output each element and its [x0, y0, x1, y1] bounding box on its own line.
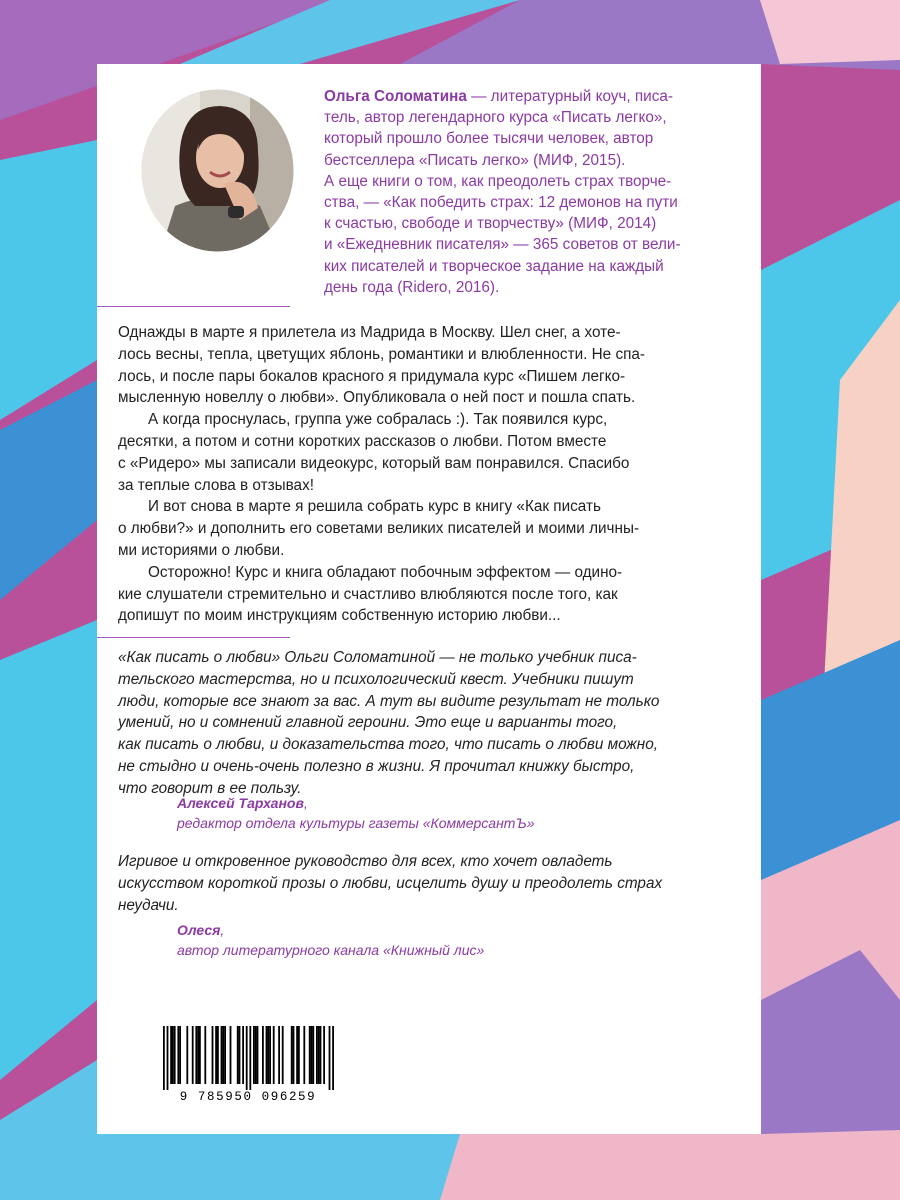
barcode-bar [320, 1026, 322, 1084]
bio-line: который прошло более тысячи человек, автор [324, 130, 654, 148]
barcode-bar [199, 1026, 201, 1084]
barcode-bar [242, 1026, 244, 1084]
barcode-bar [192, 1026, 194, 1084]
paper-stripe-left-cyan-2 [0, 620, 97, 1080]
barcode-bar [212, 1026, 214, 1084]
reviewer-name: Алексей Тарханов [177, 795, 304, 811]
barcode-bar [296, 1026, 298, 1084]
bio-line: к счастью, свободе и творчеству» (МИФ, 2014) [324, 215, 657, 233]
barcode-bar [222, 1026, 224, 1084]
barcode-bar [172, 1026, 174, 1084]
barcode-bar [311, 1026, 313, 1084]
barcode-bar [329, 1026, 331, 1090]
bio-line: — литературный коуч, писа- [466, 88, 673, 105]
section-divider [97, 637, 290, 638]
bio-line: ства, — «Как победить страх: 12 демонов на пути [324, 194, 678, 212]
barcode-bar [215, 1026, 217, 1084]
bio-line: ких писателей и творческое задание на каждый [324, 257, 664, 275]
review-attribution [177, 921, 737, 960]
barcode-bar [195, 1026, 197, 1084]
bio-line: бестселлера «Писать легко» (МИФ, 2015). [324, 151, 626, 169]
barcode-bar [267, 1026, 269, 1084]
barcode-bar [167, 1026, 169, 1090]
barcode-bar [293, 1026, 295, 1084]
story-line: Осторожно! Курс и книга обладают побочным эффектом — одино- [148, 563, 623, 581]
back-cover-text-panel [97, 64, 761, 1134]
quote-line: тельского мастерства, но и психологический квест. Учебники пишут [118, 670, 634, 688]
story-line: ми историями о любви. [118, 541, 285, 559]
barcode-bar [249, 1026, 251, 1090]
story-line: мысленную новеллу о любви». Опубликовала о ней пост и пошла спать. [118, 389, 636, 407]
story-paragraph [118, 322, 743, 409]
isbn-barcode [153, 1026, 343, 1102]
quote-line: что говорит в ее пользу. [118, 779, 302, 797]
barcode-bar [217, 1026, 219, 1084]
story-line: Однажды в марте я прилетела из Мадрида в Москву. Шел снег, а хоте- [118, 324, 621, 341]
reviewer-role: автор литературного канала «Книжный лис» [177, 941, 485, 958]
story-line: И вот снова в марте я решила собрать курс в книгу «Как писать [148, 498, 601, 516]
barcode-bar [323, 1026, 325, 1084]
quote-line: искусством короткой прозы о любви, исцелить душу и преодолеть страх [118, 874, 663, 892]
author-name: Ольга Соломатина [324, 88, 467, 105]
story-line: о любви?» и дополнить его советами великих писателей и моими личны- [118, 520, 640, 538]
paper-stripe-pink [760, 0, 900, 64]
barcode-bar [332, 1026, 334, 1090]
review-quote [118, 647, 748, 800]
story-line: лось весны, тепла, цветущих яблонь, романтики и влюбленности. Не спа- [118, 345, 645, 363]
review-attribution [177, 794, 737, 833]
barcode-bar [282, 1026, 284, 1084]
barcode-bar [255, 1026, 257, 1084]
barcode-bar [170, 1026, 172, 1084]
bio-line: тель, автор легендарного курса «Писать легко», [324, 109, 667, 127]
story-line: с «Ридеро» мы записали видеокурс, который вам понравился. Спасибо [118, 454, 630, 472]
barcode-bar [239, 1026, 241, 1084]
reviewer-role: редактор отдела культуры газеты «КоммерсантЪ» [177, 814, 535, 831]
bio-line: день года (Ridero, 2016). [324, 278, 500, 296]
reviewer-separator: , [303, 795, 308, 811]
author-bio [324, 86, 754, 298]
barcode-bar [318, 1026, 320, 1084]
barcode-bar [253, 1026, 255, 1084]
story-line: А когда проснулась, группа уже собралась :). Так появился курс, [148, 411, 608, 429]
barcode-bar [174, 1026, 176, 1084]
bio-line: и «Ежедневник писателя» — 365 советов от вели- [324, 236, 681, 254]
section-divider [97, 306, 290, 307]
quote-line: как писать о любви, и доказательства того, что писать о любви можно, [118, 736, 658, 754]
quote-line: неудачи. [118, 896, 179, 914]
barcode-bar [298, 1026, 300, 1084]
barcode-bar [186, 1026, 188, 1084]
story-line: десятки, а потом и сотни коротких рассказов о любви. Потом вместе [118, 432, 607, 450]
barcode-bar [197, 1026, 199, 1084]
barcode-bar [269, 1026, 271, 1084]
barcode-bar [246, 1026, 248, 1090]
barcode-bar [257, 1026, 259, 1084]
barcode-digits: 9 785950 096259 [179, 1090, 317, 1102]
quote-line: «Как писать о любви» Ольги Соломатиной — не только учебник писа- [118, 649, 637, 666]
barcode-bar [179, 1026, 181, 1084]
barcode-bar [262, 1026, 264, 1084]
barcode-bar [273, 1026, 275, 1084]
bio-line: А еще книги о том, как преодолеть страх творче- [324, 172, 672, 190]
story-paragraph [118, 409, 743, 496]
barcode-bar [316, 1026, 318, 1084]
barcode-bar [177, 1026, 179, 1084]
barcode-bar [266, 1026, 268, 1084]
reviewer-separator: , [220, 922, 225, 938]
story-line: за теплые слова в отзывах! [118, 476, 314, 494]
quote-line: Игривое и откровенное руководство для всех, кто хочет овладеть [118, 853, 613, 870]
quote-line: не стыдно и очень-очень полезно в жизни. Я прочитал книжку быстро, [118, 757, 635, 775]
barcode-bar [291, 1026, 293, 1084]
review-quote [118, 851, 748, 916]
barcode-bar [312, 1026, 314, 1084]
barcode-bar [204, 1026, 206, 1084]
barcode-bar [224, 1026, 226, 1084]
quote-line: умений, но и сомнений главной героини. Это еще и варианты того, [118, 714, 618, 732]
story-paragraph [118, 562, 743, 627]
story-line: допишут по моим инструкциям собственную историю любви... [118, 607, 561, 625]
barcode-bar [230, 1026, 232, 1084]
story-line: кие слушатели стремительно и счастливо влюбляются после того, как [118, 585, 618, 603]
story-text [118, 322, 743, 627]
author-photo [140, 88, 295, 253]
barcode-bar [278, 1026, 280, 1084]
story-paragraph [118, 496, 743, 561]
quote-line: люди, которые все знают за вас. А тут вы видите результат не только [118, 692, 660, 710]
barcode-bar [303, 1026, 305, 1084]
story-line: лось, и после пары бокалов красного я придумала курс «Пишем легко- [118, 367, 626, 385]
barcode-bar [221, 1026, 223, 1084]
barcode-bar [237, 1026, 239, 1084]
reviewer-name: Олеся [177, 922, 221, 938]
barcode-bar [163, 1026, 165, 1090]
barcode-bar [309, 1026, 311, 1084]
